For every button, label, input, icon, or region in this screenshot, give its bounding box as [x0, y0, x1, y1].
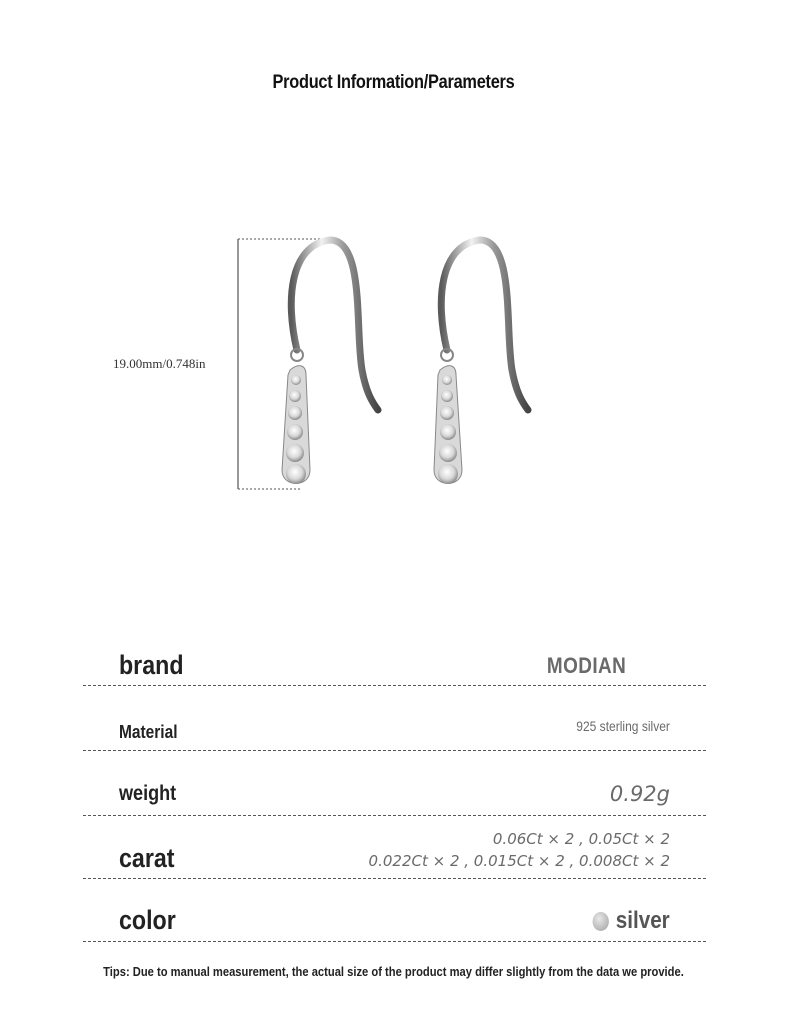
carat-value	[369, 828, 670, 872]
param-row-material	[83, 705, 706, 751]
brand-value: MODIAN	[546, 653, 626, 678]
param-row-brand	[83, 640, 706, 686]
page-title: Product Information/Parameters	[272, 72, 515, 93]
weight-value: 0.92g	[609, 782, 670, 806]
material-value: 925 sterling silver	[576, 718, 670, 734]
left-earring	[282, 240, 378, 484]
param-row-color	[83, 895, 706, 942]
right-earring	[434, 240, 528, 484]
material-label: Material	[119, 722, 178, 742]
color-swatch-icon	[593, 912, 609, 931]
param-row-carat	[83, 825, 706, 879]
color-value-text: silver	[616, 907, 670, 934]
carat-value-line1: 0.06Ct × 2 , 0.05Ct × 2	[492, 830, 670, 848]
color-label: color	[119, 905, 176, 935]
param-row-weight	[83, 770, 706, 816]
tips-note: Tips: Due to manual measurement, the actual size of the product may differ slightly from the data we provide.	[103, 964, 684, 979]
carat-value-line2: 0.022Ct × 2 , 0.015Ct × 2 , 0.008Ct × 2	[368, 852, 670, 870]
color-value	[593, 907, 670, 935]
brand-label: brand	[119, 650, 184, 680]
carat-label: carat	[119, 843, 175, 873]
dimension-label: 19.00mm/0.748in	[113, 356, 206, 371]
weight-label: weight	[119, 782, 177, 805]
